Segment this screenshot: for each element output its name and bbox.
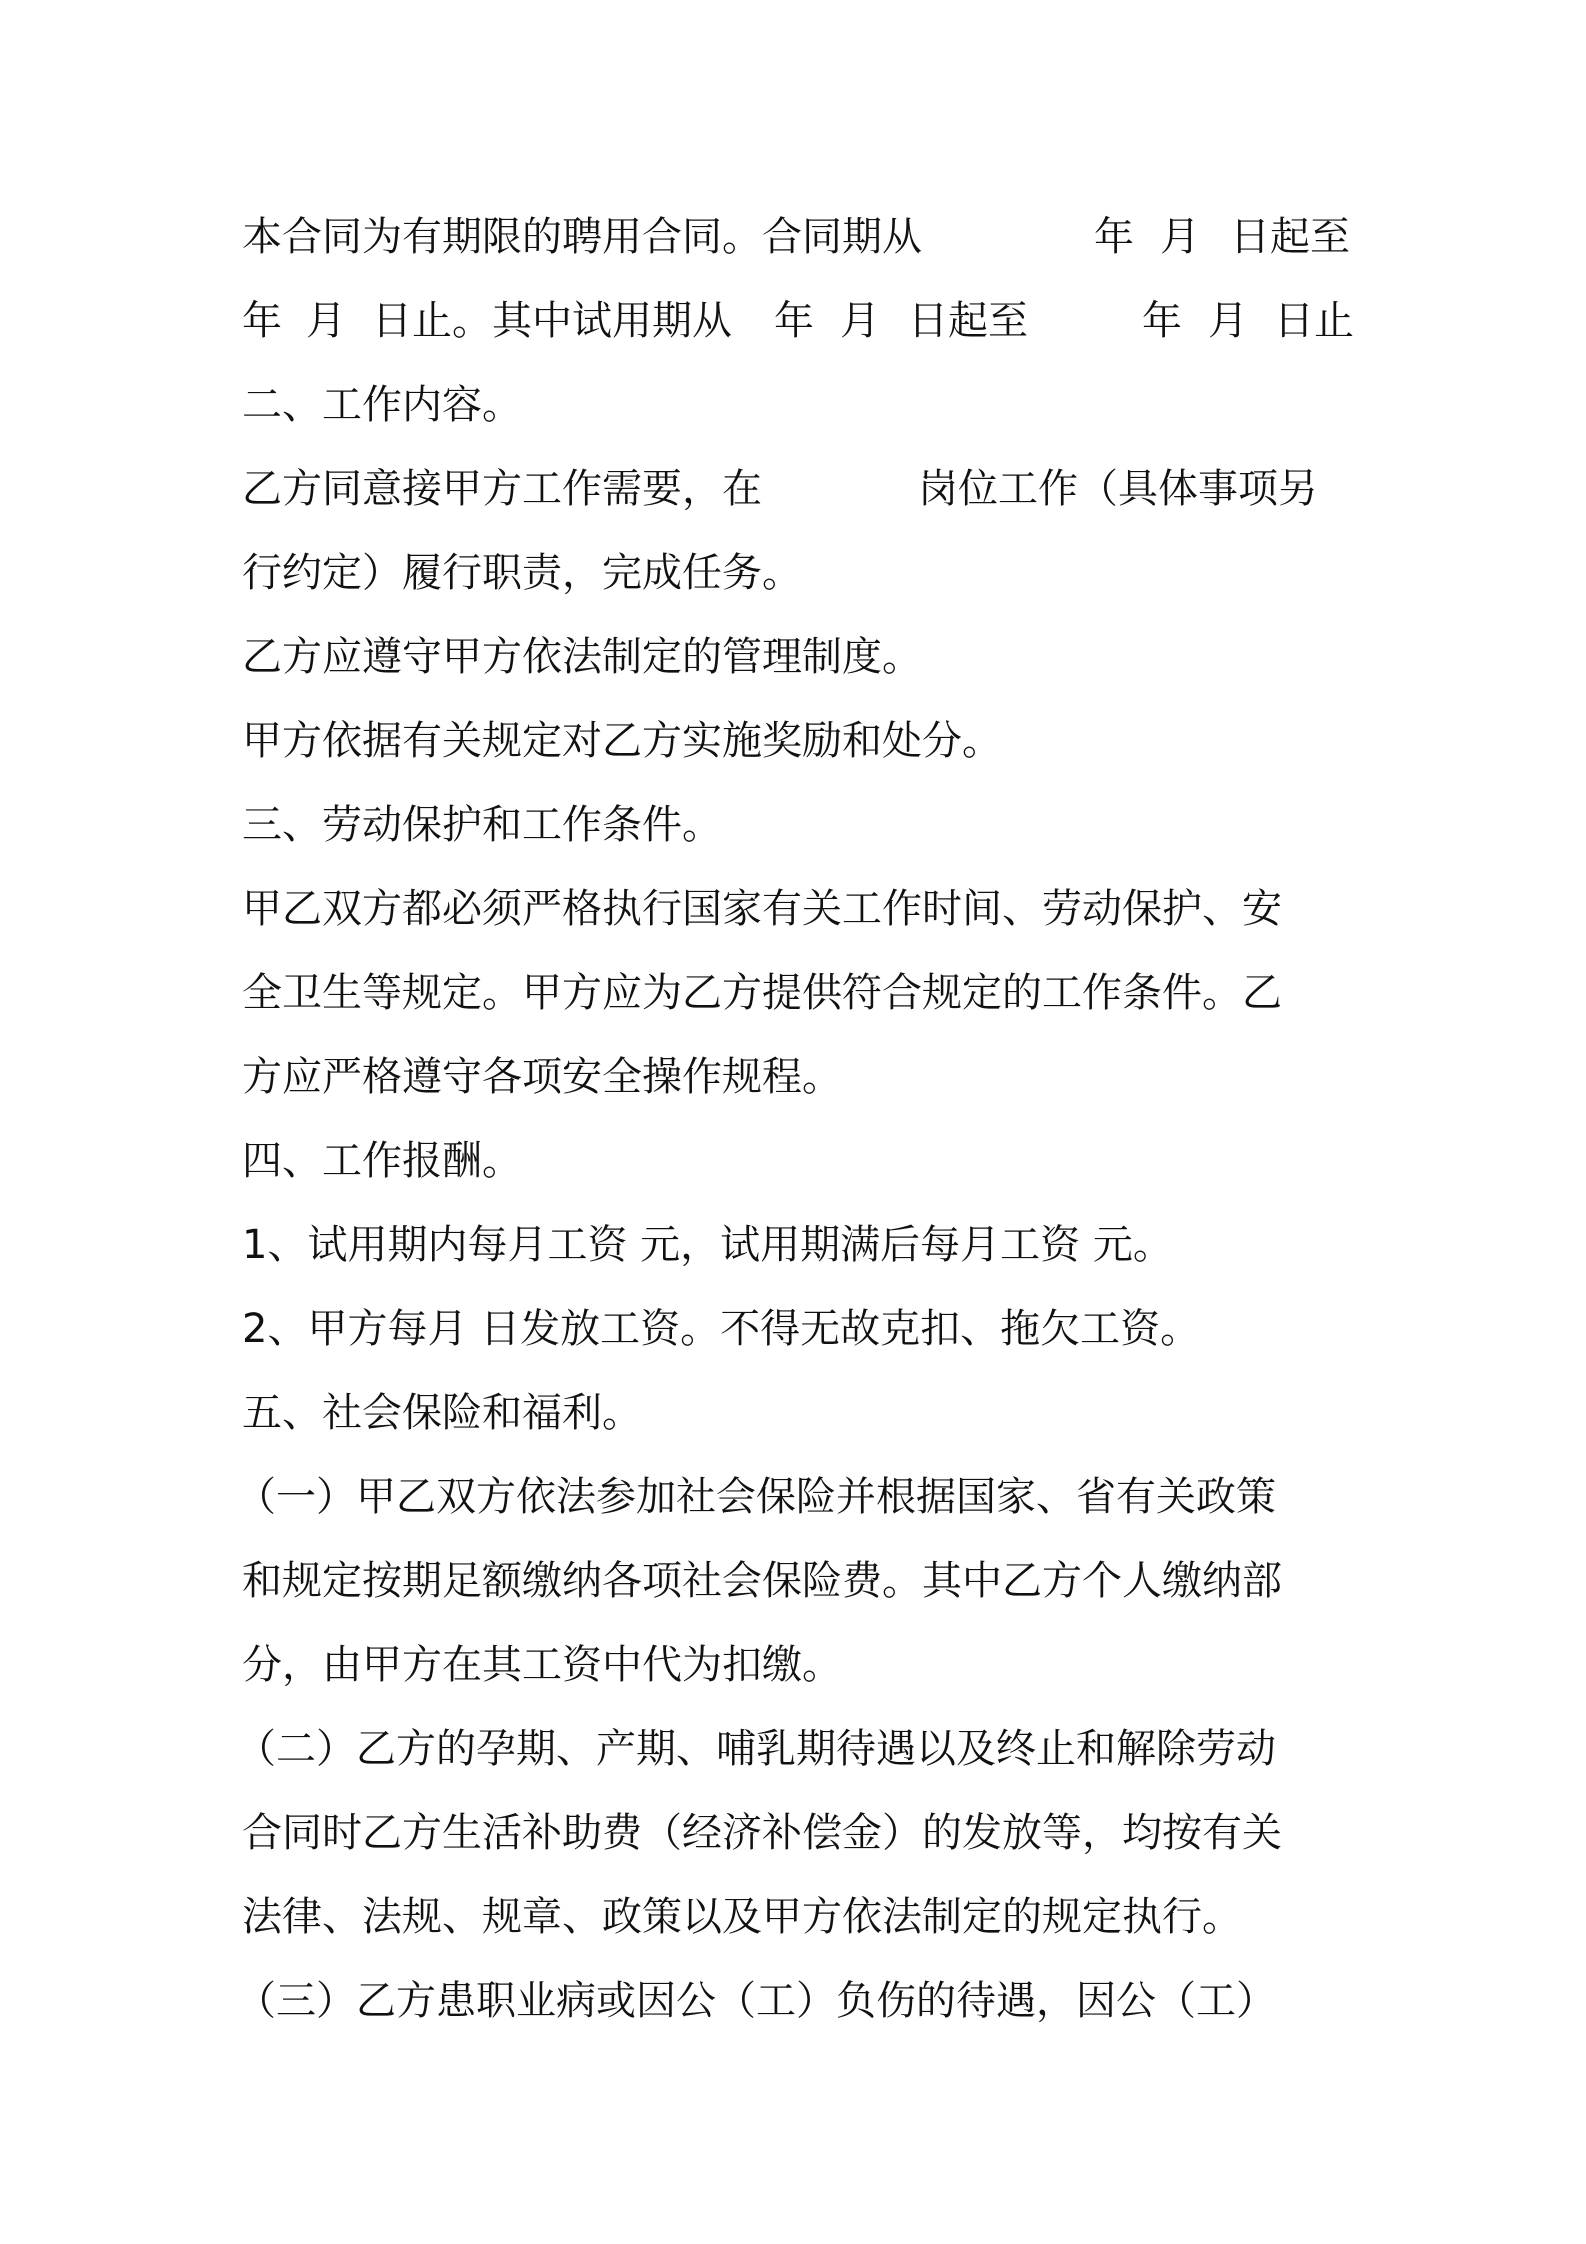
paragraph-line: 全卫生等规定。甲方应为乙方提供符合规定的工作条件。乙 [242, 970, 1282, 1016]
text-segment: 岗位工作（具体事项另 [918, 466, 1318, 512]
text-segment: 日起至 [908, 298, 1028, 344]
section-heading: 三、劳动保护和工作条件。 [242, 802, 722, 848]
text-segment: 乙方同意接甲方工作需要，在 [242, 466, 762, 512]
paragraph-line: 甲乙双方都必须严格执行国家有关工作时间、劳动保护、安 [242, 886, 1282, 932]
text-segment: 日止。其中试用期从 [372, 298, 732, 344]
text-segment: 日止 [1274, 298, 1354, 344]
contract-term-line [242, 195, 1354, 279]
text-segment: 月 [1208, 298, 1248, 344]
paragraph-line: 方应严格遵守各项安全操作规程。 [242, 1054, 842, 1100]
text-segment: 月 [840, 298, 880, 344]
paragraph-line: 乙方应遵守甲方依法制定的管理制度。 [242, 634, 922, 680]
paragraph-line: 法律、法规、规章、政策以及甲方依法制定的规定执行。 [242, 1894, 1242, 1940]
document-page [236, 195, 1354, 2043]
text-segment: 年 [1094, 214, 1134, 260]
section-heading: 二、工作内容。 [242, 382, 522, 428]
text-segment: 月 [1160, 214, 1200, 260]
paragraph-line: （二）乙方的孕期、产期、哺乳期待遇以及终止和解除劳动 [236, 1726, 1276, 1772]
position-line [242, 447, 1354, 531]
paragraph-line: 行约定）履行职责，完成任务。 [242, 550, 802, 596]
paragraph-line: 1、试用期内每月工资 元，试用期满后每月工资 元。 [242, 1222, 1173, 1268]
paragraph-line: （三）乙方患职业病或因公（工）负伤的待遇，因公（工） [236, 1978, 1276, 2024]
text-segment: 年 [774, 298, 814, 344]
text-segment: 年 [242, 298, 282, 344]
paragraph-line: 合同时乙方生活补助费（经济补偿金）的发放等，均按有关 [242, 1810, 1282, 1856]
paragraph-line: 和规定按期足额缴纳各项社会保险费。其中乙方个人缴纳部 [242, 1558, 1282, 1604]
paragraph-line: 分，由甲方在其工资中代为扣缴。 [242, 1642, 842, 1688]
section-heading: 五、社会保险和福利。 [242, 1390, 642, 1436]
text-segment: 月 [306, 298, 346, 344]
paragraph-line: （一）甲乙双方依法参加社会保险并根据国家、省有关政策 [236, 1474, 1276, 1520]
section-heading: 四、工作报酬。 [242, 1138, 522, 1184]
paragraph-line: 甲方依据有关规定对乙方实施奖励和处分。 [242, 718, 1002, 764]
contract-dates-line [242, 279, 1354, 363]
paragraph-line: 2、甲方每月 日发放工资。不得无故克扣、拖欠工资。 [242, 1306, 1201, 1352]
text-segment: 本合同为有期限的聘用合同。合同期从 [242, 214, 922, 260]
text-segment: 年 [1142, 298, 1182, 344]
text-segment: 日起至 [1230, 214, 1350, 260]
